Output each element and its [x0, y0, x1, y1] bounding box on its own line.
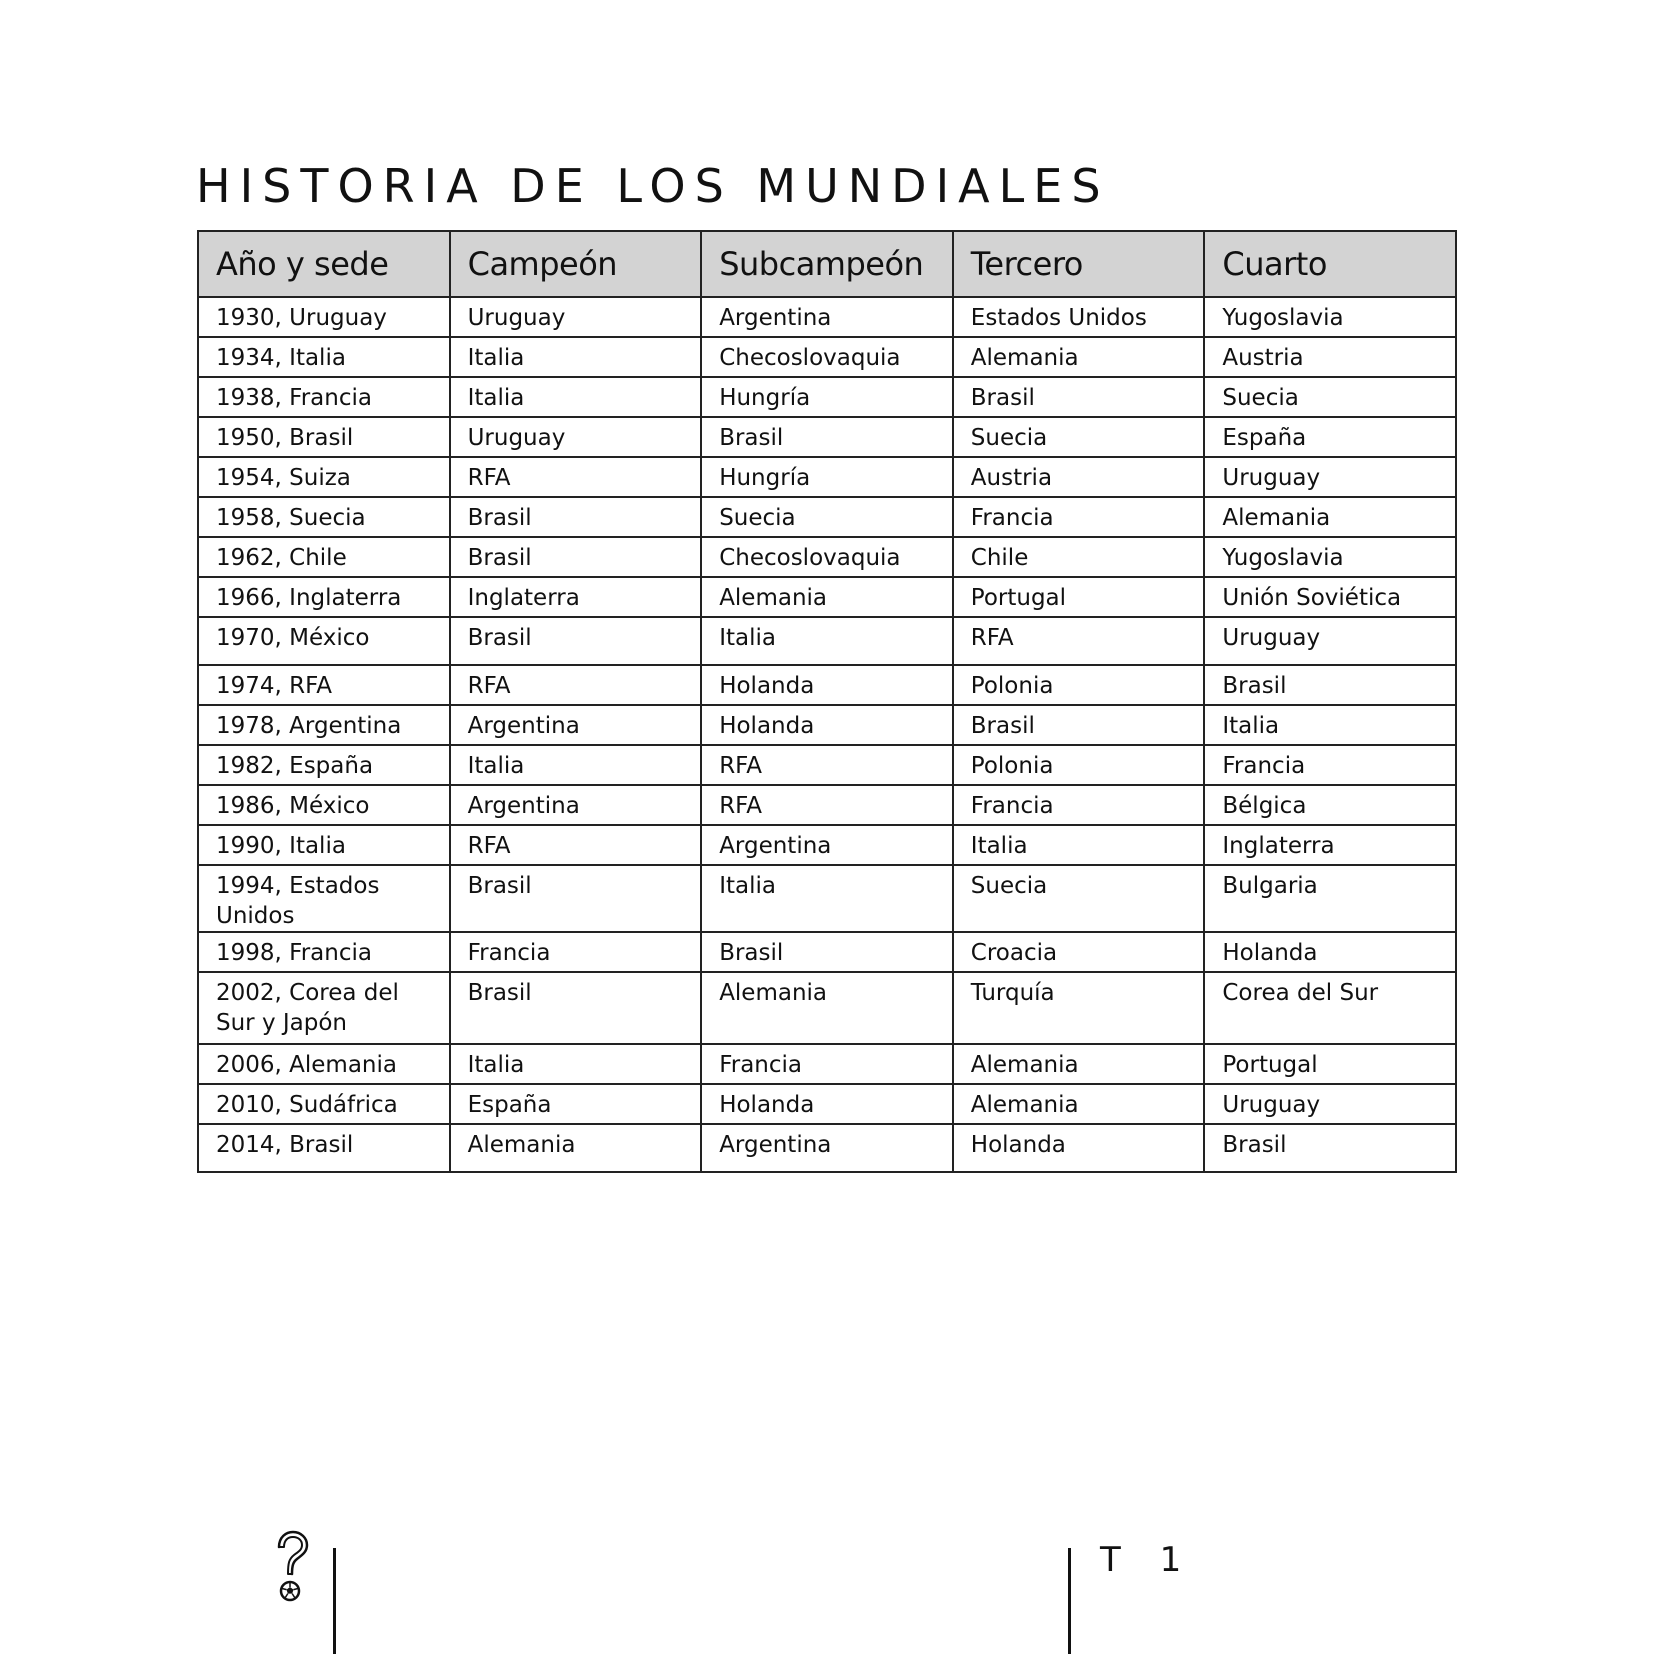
- cell-third: Croacia: [953, 932, 1205, 972]
- cell-champion: RFA: [450, 665, 702, 705]
- cell-champion: Italia: [450, 337, 702, 377]
- cell-runner-up: Argentina: [701, 825, 953, 865]
- cell-fourth: Francia: [1204, 745, 1456, 785]
- table-row: [198, 785, 1456, 825]
- cell-runner-up: Argentina: [701, 1124, 953, 1172]
- table-row: [198, 865, 1456, 932]
- cell-fourth: Brasil: [1204, 1124, 1456, 1172]
- cell-fourth: Uruguay: [1204, 457, 1456, 497]
- cell-fourth: Bélgica: [1204, 785, 1456, 825]
- cell-year-host: 1990, Italia: [198, 825, 450, 865]
- cell-champion: Italia: [450, 745, 702, 785]
- cell-third: Polonia: [953, 665, 1205, 705]
- table-row: [198, 297, 1456, 337]
- cell-runner-up: Hungría: [701, 457, 953, 497]
- cell-year-host: 1962, Chile: [198, 537, 450, 577]
- cell-fourth: Unión Soviética: [1204, 577, 1456, 617]
- header-champion: Campeón: [450, 231, 702, 297]
- cell-runner-up: Alemania: [701, 972, 953, 1044]
- cell-third: Alemania: [953, 337, 1205, 377]
- cell-third: RFA: [953, 617, 1205, 665]
- cell-third: Alemania: [953, 1084, 1205, 1124]
- table-row: [198, 705, 1456, 745]
- cell-champion: Italia: [450, 1044, 702, 1084]
- cell-fourth: Uruguay: [1204, 617, 1456, 665]
- table-row: [198, 497, 1456, 537]
- header-year-host: Año y sede: [198, 231, 450, 297]
- table-row: [198, 457, 1456, 497]
- page-title: HISTORIA DE LOS MUNDIALES: [196, 159, 1110, 213]
- cell-third: Brasil: [953, 705, 1205, 745]
- cell-champion: Brasil: [450, 497, 702, 537]
- table-row: [198, 577, 1456, 617]
- cell-third: Turquía: [953, 972, 1205, 1044]
- cell-champion: Italia: [450, 377, 702, 417]
- cell-fourth: Bulgaria: [1204, 865, 1456, 932]
- cell-fourth: Portugal: [1204, 1044, 1456, 1084]
- cell-champion: RFA: [450, 825, 702, 865]
- table-row: [198, 1124, 1456, 1172]
- cell-fourth: Alemania: [1204, 497, 1456, 537]
- cell-year-host: 1994, Estados Unidos: [198, 865, 450, 932]
- world-cup-table: [197, 230, 1457, 1173]
- cell-year-host: 1938, Francia: [198, 377, 450, 417]
- cell-year-host: 1998, Francia: [198, 932, 450, 972]
- cell-runner-up: Holanda: [701, 1084, 953, 1124]
- cell-fourth: Inglaterra: [1204, 825, 1456, 865]
- cell-third: Suecia: [953, 417, 1205, 457]
- cell-third: Chile: [953, 537, 1205, 577]
- cell-third: Francia: [953, 785, 1205, 825]
- cell-champion: España: [450, 1084, 702, 1124]
- table-row: [198, 1084, 1456, 1124]
- cell-third: Alemania: [953, 1044, 1205, 1084]
- table-row: [198, 377, 1456, 417]
- cell-year-host: 2002, Corea del Sur y Japón: [198, 972, 450, 1044]
- cell-fourth: Suecia: [1204, 377, 1456, 417]
- table-row: [198, 617, 1456, 665]
- question-mark-ball-icon: [272, 1530, 312, 1604]
- cell-third: Italia: [953, 825, 1205, 865]
- cell-third: Francia: [953, 497, 1205, 537]
- table-row: [198, 665, 1456, 705]
- table-row: [198, 1044, 1456, 1084]
- table-header-row: [198, 231, 1456, 297]
- cell-runner-up: Argentina: [701, 297, 953, 337]
- cell-runner-up: Italia: [701, 617, 953, 665]
- table-row: [198, 825, 1456, 865]
- table-row: [198, 745, 1456, 785]
- table-row: [198, 932, 1456, 972]
- cell-year-host: 1974, RFA: [198, 665, 450, 705]
- cell-year-host: 2010, Sudáfrica: [198, 1084, 450, 1124]
- cell-runner-up: Italia: [701, 865, 953, 932]
- table-row: [198, 537, 1456, 577]
- cell-runner-up: Holanda: [701, 665, 953, 705]
- page-label: T 1: [1100, 1540, 1196, 1580]
- cell-year-host: 1954, Suiza: [198, 457, 450, 497]
- cell-year-host: 1930, Uruguay: [198, 297, 450, 337]
- cell-champion: Uruguay: [450, 417, 702, 457]
- cell-fourth: España: [1204, 417, 1456, 457]
- cell-third: Polonia: [953, 745, 1205, 785]
- table-row: [198, 337, 1456, 377]
- cell-year-host: 1950, Brasil: [198, 417, 450, 457]
- footer-divider-left: [333, 1548, 336, 1654]
- cell-third: Holanda: [953, 1124, 1205, 1172]
- footer-divider-right: [1068, 1548, 1071, 1654]
- cell-fourth: Italia: [1204, 705, 1456, 745]
- cell-year-host: 1986, México: [198, 785, 450, 825]
- cell-third: Estados Unidos: [953, 297, 1205, 337]
- cell-fourth: Uruguay: [1204, 1084, 1456, 1124]
- cell-third: Brasil: [953, 377, 1205, 417]
- table-row: [198, 417, 1456, 457]
- table-row: [198, 972, 1456, 1044]
- cell-year-host: 1970, México: [198, 617, 450, 665]
- cell-year-host: 1982, España: [198, 745, 450, 785]
- cell-year-host: 1966, Inglaterra: [198, 577, 450, 617]
- cell-runner-up: Suecia: [701, 497, 953, 537]
- cell-fourth: Yugoslavia: [1204, 297, 1456, 337]
- cell-champion: Brasil: [450, 617, 702, 665]
- cell-year-host: 2014, Brasil: [198, 1124, 450, 1172]
- cell-champion: Uruguay: [450, 297, 702, 337]
- cell-runner-up: RFA: [701, 745, 953, 785]
- cell-runner-up: Brasil: [701, 932, 953, 972]
- cell-runner-up: Alemania: [701, 577, 953, 617]
- cell-champion: Francia: [450, 932, 702, 972]
- cell-year-host: 1978, Argentina: [198, 705, 450, 745]
- cell-champion: Brasil: [450, 537, 702, 577]
- cell-year-host: 1934, Italia: [198, 337, 450, 377]
- header-third: Tercero: [953, 231, 1205, 297]
- header-fourth: Cuarto: [1204, 231, 1456, 297]
- cell-runner-up: Checoslovaquia: [701, 337, 953, 377]
- cell-runner-up: Francia: [701, 1044, 953, 1084]
- header-runner-up: Subcampeón: [701, 231, 953, 297]
- cell-fourth: Holanda: [1204, 932, 1456, 972]
- cell-third: Suecia: [953, 865, 1205, 932]
- cell-champion: Alemania: [450, 1124, 702, 1172]
- cell-fourth: Yugoslavia: [1204, 537, 1456, 577]
- cell-fourth: Brasil: [1204, 665, 1456, 705]
- cell-runner-up: Hungría: [701, 377, 953, 417]
- cell-champion: Brasil: [450, 972, 702, 1044]
- cell-year-host: 2006, Alemania: [198, 1044, 450, 1084]
- cell-year-host: 1958, Suecia: [198, 497, 450, 537]
- cell-third: Portugal: [953, 577, 1205, 617]
- cell-champion: Brasil: [450, 865, 702, 932]
- cell-runner-up: RFA: [701, 785, 953, 825]
- cell-runner-up: Holanda: [701, 705, 953, 745]
- cell-champion: Argentina: [450, 705, 702, 745]
- cell-runner-up: Checoslovaquia: [701, 537, 953, 577]
- cell-third: Austria: [953, 457, 1205, 497]
- cell-champion: Inglaterra: [450, 577, 702, 617]
- cell-fourth: Austria: [1204, 337, 1456, 377]
- cell-champion: Argentina: [450, 785, 702, 825]
- cell-champion: RFA: [450, 457, 702, 497]
- cell-runner-up: Brasil: [701, 417, 953, 457]
- cell-fourth: Corea del Sur: [1204, 972, 1456, 1044]
